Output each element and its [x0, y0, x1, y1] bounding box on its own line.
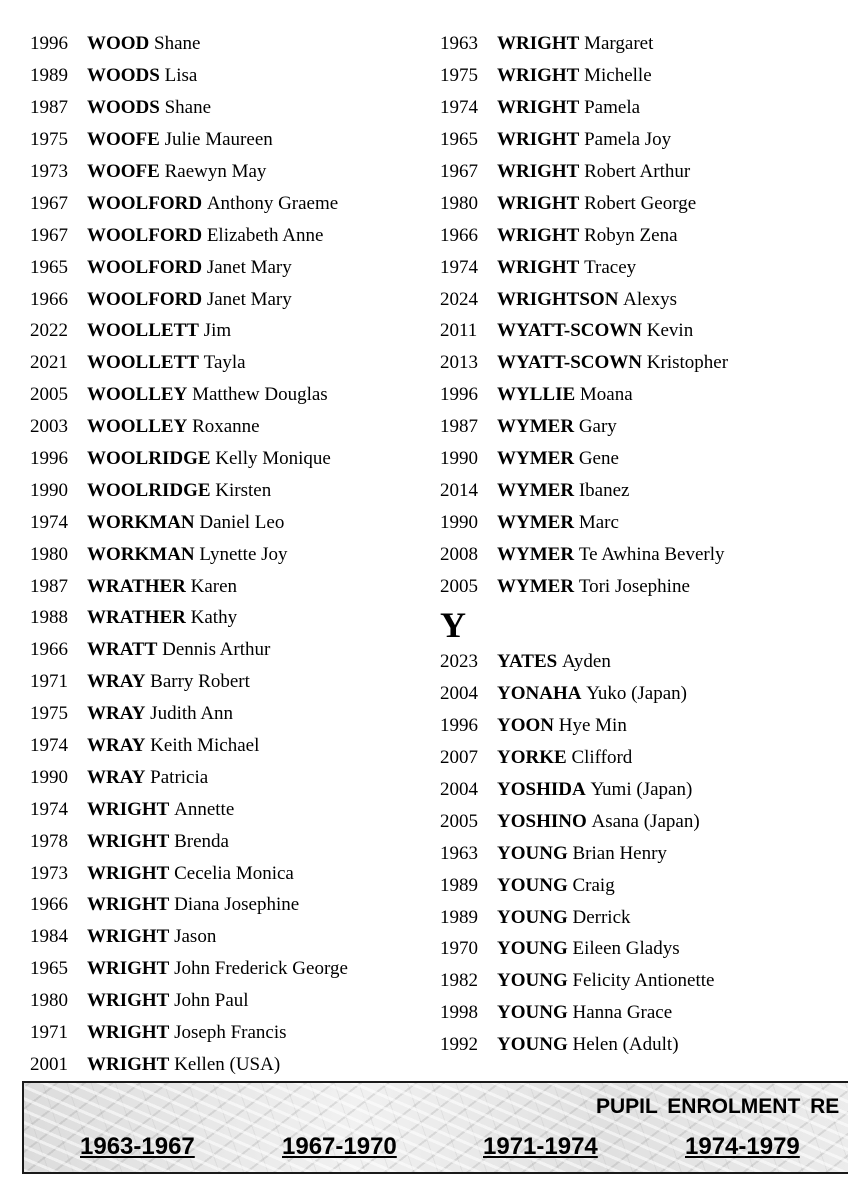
given-names: Eileen Gladys	[572, 938, 680, 960]
enrolment-year: 1971	[30, 671, 68, 693]
given-names: Yumi (Japan)	[590, 779, 693, 801]
surname: WYMER	[497, 448, 575, 470]
enrolment-year: 1971	[30, 1022, 68, 1044]
surname: WRIGHT	[87, 830, 170, 852]
enrolment-year: 1975	[30, 703, 68, 725]
surname: WRIGHT	[497, 256, 580, 278]
enrolment-year: 1974	[30, 735, 68, 757]
enrolment-row	[440, 965, 848, 997]
enrolment-row	[440, 1029, 848, 1061]
given-names: Pamela Joy	[584, 129, 672, 151]
given-names: Raewyn May	[164, 161, 267, 182]
enrolment-year: 2022	[30, 320, 68, 342]
surname: YOUNG	[497, 906, 568, 928]
surname: YORKE	[497, 747, 567, 769]
given-names: Gene	[578, 448, 619, 470]
enrolment-row	[440, 474, 848, 506]
enrolment-row	[30, 443, 430, 475]
surname: WRATHER	[87, 607, 186, 629]
enrolment-year: 2014	[440, 479, 478, 501]
given-names: Barry Robert	[150, 671, 250, 693]
given-names: Clifford	[571, 747, 633, 769]
enrolment-row	[440, 443, 848, 475]
surname: WOOLLEY	[87, 416, 188, 438]
surname: YOUNG	[497, 938, 568, 960]
enrolment-row	[440, 678, 848, 710]
surname: WRIGHT	[497, 97, 580, 119]
surname: WRIGHT	[87, 990, 170, 1012]
surname: WRIGHT	[87, 926, 170, 948]
enrolment-row	[440, 28, 848, 60]
given-names: Lisa	[164, 65, 198, 87]
period-link-1974-1979[interactable]: 1974-1979	[685, 1133, 800, 1160]
enrolment-row	[30, 730, 430, 762]
given-names: Yuko (Japan)	[586, 683, 687, 705]
given-names: Robyn Zena	[584, 224, 678, 246]
given-names: Moana	[579, 384, 633, 406]
enrolment-year: 1992	[440, 1034, 478, 1056]
enrolment-year: 1966	[30, 288, 68, 310]
section-letter-y: Y	[440, 605, 466, 646]
enrolment-row	[440, 219, 848, 251]
surname: YATES	[497, 651, 558, 673]
surname: WOOLLETT	[87, 352, 199, 374]
enrolment-row	[440, 506, 848, 538]
enrolment-year: 1988	[30, 607, 68, 629]
footer-title: PUPIL ENROLMENT RE	[596, 1095, 840, 1118]
given-names: Janet Mary	[206, 288, 292, 310]
surname: YOUNG	[497, 842, 568, 864]
enrolment-row	[30, 251, 430, 283]
given-names: John Paul	[174, 990, 249, 1012]
surname: WYATT-SCOWN	[497, 352, 643, 374]
surname: WOODS	[87, 97, 160, 119]
enrolment-row	[30, 793, 430, 825]
given-names: Michelle	[584, 65, 652, 87]
enrolment-year: 1984	[30, 926, 68, 948]
enrolment-row	[440, 538, 848, 570]
given-names: Brenda	[174, 830, 229, 852]
given-names: Kristopher	[646, 352, 729, 374]
enrolment-row	[30, 953, 430, 985]
given-names: Elizabeth Anne	[206, 224, 324, 246]
enrolment-year: 2024	[440, 288, 478, 310]
given-names: Lynette Joy	[199, 543, 288, 565]
enrolment-row	[440, 869, 848, 901]
given-names: Derrick	[572, 906, 631, 928]
footer-band	[22, 1081, 848, 1174]
surname: WOOLLEY	[87, 384, 188, 406]
surname: YOUNG	[497, 1002, 568, 1024]
given-names: Hye Min	[558, 715, 627, 737]
surname: WRATHER	[87, 575, 186, 597]
enrolment-year: 1990	[30, 766, 68, 788]
surname: WOOLRIDGE	[87, 448, 211, 470]
enrolment-year: 2004	[440, 683, 478, 705]
enrolment-row	[30, 315, 430, 347]
surname: YOON	[497, 715, 554, 737]
enrolment-row	[440, 315, 848, 347]
given-names: Brian Henry	[572, 842, 667, 864]
enrolment-row	[440, 742, 848, 774]
enrolment-row	[30, 1017, 430, 1049]
given-names: Felicity Antionette	[572, 970, 715, 992]
given-names: Ibanez	[578, 479, 630, 501]
surname: YOSHINO	[497, 810, 587, 832]
given-names: Asana (Japan)	[591, 810, 700, 832]
enrolment-year: 1980	[30, 543, 68, 565]
enrolment-year: 1965	[30, 958, 68, 980]
surname: WRATT	[87, 639, 158, 661]
enrolment-year: 1996	[440, 384, 478, 406]
enrolment-row	[440, 837, 848, 869]
enrolment-year: 2004	[440, 779, 478, 801]
given-names: Janet Mary	[206, 256, 292, 278]
surname: WOOFE	[87, 129, 160, 151]
enrolment-row	[30, 474, 430, 506]
enrolment-row	[30, 602, 430, 634]
enrolment-year: 1963	[440, 33, 478, 55]
surname: WYLLIE	[497, 384, 576, 406]
enrolment-row	[30, 92, 430, 124]
enrolment-row	[440, 805, 848, 837]
enrolment-year: 2011	[440, 320, 478, 342]
surname: WORKMAN	[87, 543, 195, 565]
given-names: Kelly Monique	[215, 448, 331, 470]
given-names: Kathy	[190, 607, 238, 629]
given-names: Hanna Grace	[572, 1002, 673, 1024]
given-names: Judith Ann	[150, 703, 234, 725]
surname: WRIGHT	[497, 192, 580, 214]
enrolment-year: 1966	[30, 639, 68, 661]
enrolment-year: 1980	[440, 192, 478, 214]
enrolment-year: 1967	[30, 224, 68, 246]
enrolment-row	[30, 1049, 430, 1081]
enrolment-year: 1989	[30, 65, 68, 87]
given-names: Tori Josephine	[578, 575, 690, 597]
enrolment-row	[440, 997, 848, 1029]
surname: WOOLFORD	[87, 288, 203, 310]
enrolment-row	[30, 825, 430, 857]
period-link-1971-1974[interactable]: 1971-1974	[483, 1133, 598, 1160]
enrolment-year: 2003	[30, 416, 68, 438]
enrolment-row	[30, 219, 430, 251]
surname: WRIGHT	[497, 224, 580, 246]
enrolment-year: 2008	[440, 543, 478, 565]
surname: WRIGHT	[497, 129, 580, 151]
enrolment-row	[440, 933, 848, 965]
enrolment-row	[440, 646, 848, 678]
enrolment-row	[30, 283, 430, 315]
enrolment-row	[30, 985, 430, 1017]
enrolment-year: 1987	[440, 416, 478, 438]
given-names: Jason	[174, 926, 217, 948]
given-names: Ayden	[561, 651, 611, 673]
given-names: Roxanne	[192, 416, 260, 438]
given-names: Cecelia Monica	[174, 862, 294, 884]
enrolment-row	[440, 347, 848, 379]
surname: YOUNG	[497, 1034, 568, 1056]
enrolment-year: 1987	[30, 575, 68, 597]
given-names: Te Awhina Beverly	[578, 543, 725, 565]
enrolment-year: 2013	[440, 352, 478, 374]
enrolment-row	[30, 538, 430, 570]
enrolment-year: 1990	[30, 479, 68, 501]
given-names: Joseph Francis	[174, 1022, 287, 1044]
enrolment-year: 1966	[440, 224, 478, 246]
y-entries	[440, 646, 848, 1061]
enrolment-row	[440, 92, 848, 124]
enrolment-row	[30, 634, 430, 666]
enrolment-row	[440, 411, 848, 443]
surname: WRIGHT	[87, 798, 170, 820]
surname: WOOFE	[87, 161, 160, 182]
surname: WRIGHT	[87, 1022, 170, 1044]
enrolment-row	[30, 666, 430, 698]
surname: YOSHIDA	[497, 779, 586, 801]
given-names: Marc	[578, 511, 619, 533]
enrolment-year: 1970	[440, 938, 478, 960]
surname: YOUNG	[497, 970, 568, 992]
enrolment-year: 1996	[440, 715, 478, 737]
surname: WYMER	[497, 416, 575, 438]
given-names: Annette	[174, 798, 235, 820]
enrolment-year: 1974	[30, 798, 68, 820]
enrolment-year: 1966	[30, 894, 68, 916]
enrolment-row	[30, 570, 430, 602]
given-names: Anthony Graeme	[206, 192, 339, 214]
given-names: Jim	[203, 320, 232, 342]
given-names: Matthew Douglas	[192, 384, 328, 406]
enrolment-row	[30, 506, 430, 538]
enrolment-year: 2005	[440, 575, 478, 597]
surname: WOOLFORD	[87, 224, 203, 246]
enrolment-year: 2001	[30, 1053, 68, 1075]
surname: WYMER	[497, 479, 575, 501]
enrolment-row	[30, 857, 430, 889]
enrolment-row	[30, 187, 430, 219]
surname: WRAY	[87, 703, 146, 725]
given-names: Robert George	[584, 192, 697, 214]
enrolment-row	[440, 570, 848, 602]
enrolment-year: 1973	[30, 161, 68, 182]
enrolment-row	[30, 698, 430, 730]
right-column	[440, 28, 848, 1061]
given-names: Keith Michael	[150, 735, 260, 757]
enrolment-year: 1982	[440, 970, 478, 992]
enrolment-year: 1990	[440, 448, 478, 470]
enrolment-year: 1990	[440, 511, 478, 533]
enrolment-year: 1965	[30, 256, 68, 278]
surname: WORKMAN	[87, 511, 195, 533]
enrolment-year: 1996	[30, 33, 68, 55]
enrolment-row	[30, 28, 430, 60]
given-names: Karen	[190, 575, 238, 597]
surname: WRIGHT	[87, 1053, 170, 1075]
enrolment-year: 1974	[30, 511, 68, 533]
enrolment-row	[440, 187, 848, 219]
period-link-1963-1967[interactable]: 1963-1967	[80, 1133, 195, 1160]
given-names: Kevin	[646, 320, 694, 342]
enrolment-year: 1963	[440, 842, 478, 864]
surname: WRIGHTSON	[497, 288, 619, 310]
enrolment-year: 2005	[30, 384, 68, 406]
enrolment-row	[30, 921, 430, 953]
enrolment-row	[30, 379, 430, 411]
given-names: Tayla	[203, 352, 246, 374]
enrolment-row	[440, 283, 848, 315]
given-names: Patricia	[150, 766, 209, 788]
surname: YONAHA	[497, 683, 582, 705]
given-names: Diana Josephine	[174, 894, 300, 916]
given-names: Shane	[154, 33, 201, 55]
surname: WYATT-SCOWN	[497, 320, 643, 342]
enrolment-row	[30, 156, 430, 188]
surname: WRIGHT	[87, 958, 170, 980]
enrolment-year: 1967	[440, 161, 478, 182]
given-names: Dennis Arthur	[162, 639, 271, 661]
enrolment-row	[30, 889, 430, 921]
enrolment-row	[440, 156, 848, 188]
given-names: Helen (Adult)	[572, 1034, 679, 1056]
surname: WOODS	[87, 65, 160, 87]
enrolment-year: 1989	[440, 874, 478, 896]
given-names: Tracey	[584, 256, 637, 278]
surname: WRAY	[87, 671, 146, 693]
w-entries	[440, 28, 848, 602]
enrolment-row	[440, 251, 848, 283]
left-column	[30, 28, 430, 1080]
surname: WRIGHT	[497, 33, 580, 55]
given-names: Craig	[572, 874, 615, 896]
given-names: Margaret	[584, 33, 654, 55]
surname: WOOLFORD	[87, 192, 203, 214]
enrolment-year: 1996	[30, 448, 68, 470]
given-names: Robert Arthur	[584, 161, 691, 182]
surname: WRAY	[87, 766, 146, 788]
enrolment-year: 2007	[440, 747, 478, 769]
enrolment-year: 1965	[440, 129, 478, 151]
given-names: Shane	[164, 97, 212, 119]
enrolment-year: 2023	[440, 651, 478, 673]
given-names: Julie Maureen	[164, 129, 273, 151]
enrolment-year: 1975	[30, 129, 68, 151]
enrolment-year: 1980	[30, 990, 68, 1012]
surname: WRIGHT	[87, 862, 170, 884]
enrolment-row	[440, 60, 848, 92]
enrolment-year: 1975	[440, 65, 478, 87]
surname: WOOLFORD	[87, 256, 203, 278]
given-names: Gary	[578, 416, 617, 438]
enrolment-row	[30, 411, 430, 443]
surname: WYMER	[497, 543, 575, 565]
enrolment-year: 1987	[30, 97, 68, 119]
given-names: Kellen (USA)	[174, 1053, 281, 1075]
surname: WOOLLETT	[87, 320, 199, 342]
given-names: Pamela	[584, 97, 641, 119]
given-names: John Frederick George	[174, 958, 348, 980]
surname: WRAY	[87, 735, 146, 757]
enrolment-year: 2021	[30, 352, 68, 374]
surname: WRIGHT	[497, 161, 580, 182]
given-names: Alexys	[623, 288, 677, 310]
enrolment-year: 1967	[30, 192, 68, 214]
enrolment-row	[30, 761, 430, 793]
surname: WRIGHT	[87, 894, 170, 916]
enrolment-year: 1974	[440, 97, 478, 119]
surname: WOOD	[87, 33, 150, 55]
enrolment-year: 1974	[440, 256, 478, 278]
enrolment-year: 1973	[30, 862, 68, 884]
enrolment-row	[30, 124, 430, 156]
surname: YOUNG	[497, 874, 568, 896]
surname: WYMER	[497, 511, 575, 533]
surname: WOOLRIDGE	[87, 479, 211, 501]
given-names: Kirsten	[215, 479, 272, 501]
enrolment-row	[440, 379, 848, 411]
enrolment-year: 1998	[440, 1002, 478, 1024]
enrolment-row	[30, 60, 430, 92]
enrolment-row	[30, 347, 430, 379]
enrolment-year: 1989	[440, 906, 478, 928]
surname: WYMER	[497, 575, 575, 597]
enrolment-row	[440, 124, 848, 156]
surname: WRIGHT	[497, 65, 580, 87]
enrolment-year: 2005	[440, 810, 478, 832]
enrolment-row	[440, 774, 848, 806]
enrolment-row	[440, 710, 848, 742]
period-link-1967-1970[interactable]: 1967-1970	[282, 1133, 397, 1160]
enrolment-year: 1978	[30, 830, 68, 852]
given-names: Daniel Leo	[199, 511, 285, 533]
enrolment-row	[440, 901, 848, 933]
